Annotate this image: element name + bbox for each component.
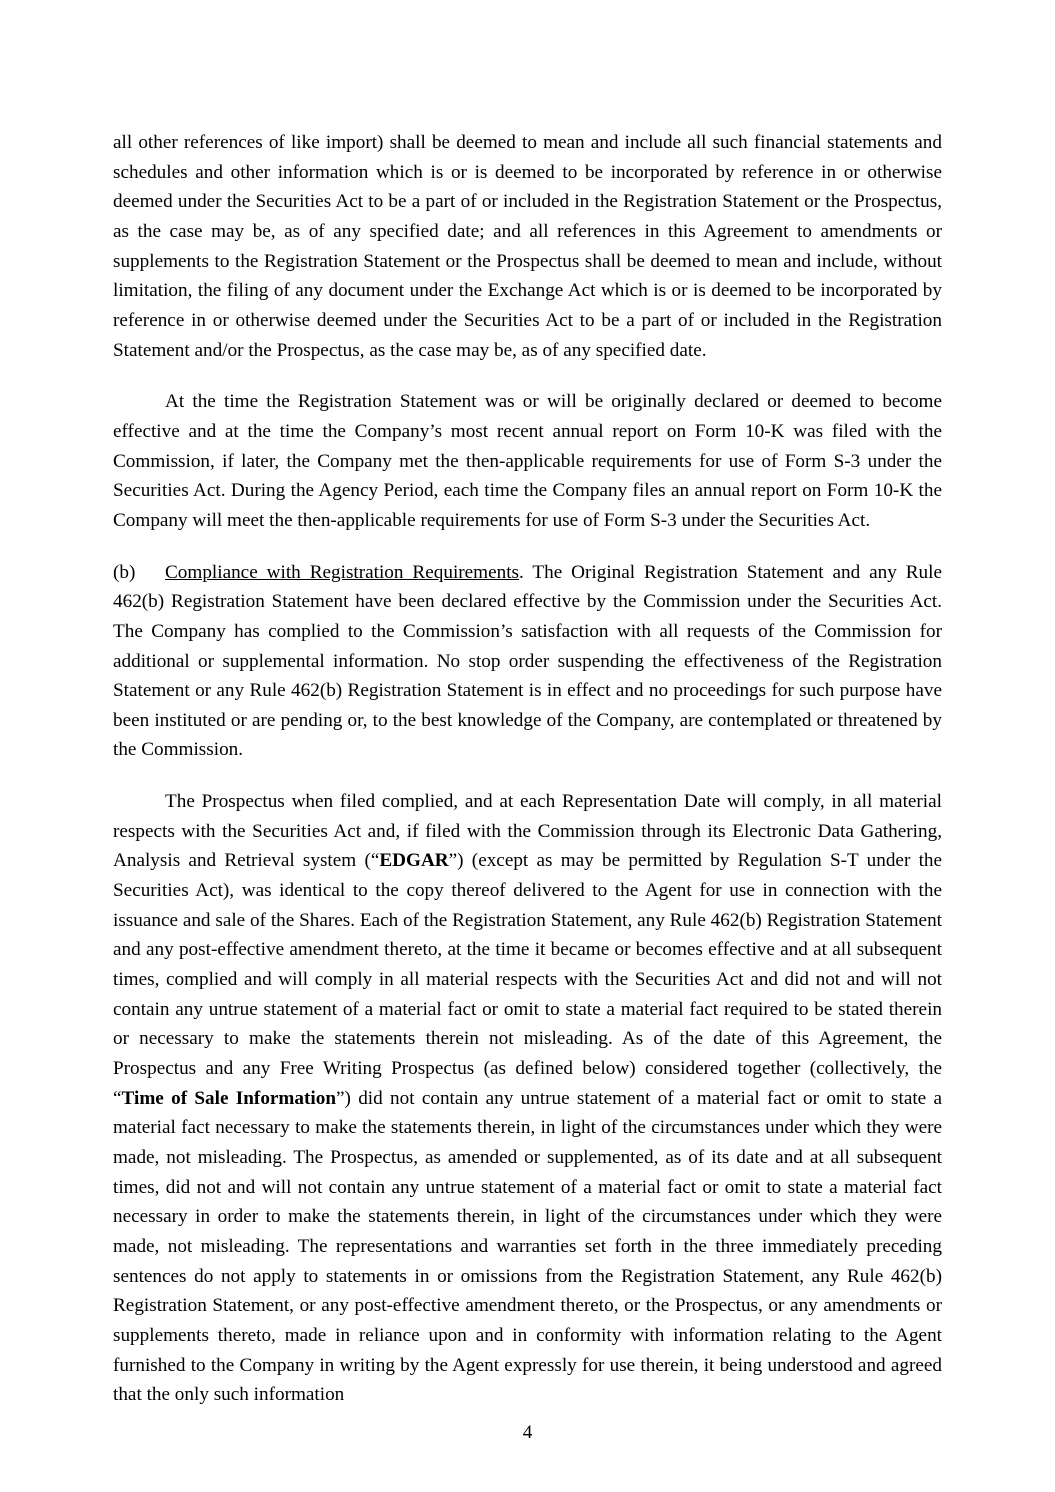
defined-term-edgar: EDGAR	[379, 850, 449, 872]
paragraph-text: At the time the Registration Statement was or will be originally declared or deemed to become effective and at the time the Company’s most recent annual report on Form 10-K was filed with the Commission, if later, the Company met the then-applicable requirements for use of Form S-3 under the Securities Act. During the Agency Period, each time the Company files an annual report on Form 10-K the Company will meet the then-applicable requirements for use of Form S-3 under the Securities Act.	[113, 391, 942, 531]
paragraph-segment-1: The Prospectus when filed complied, and at each Representation Date will comply, in all material respects with the Securities Act and, if filed with the Commission through its Electronic Data Gathering, Analysis and Retrieval system (“	[113, 791, 942, 872]
paragraph-prospectus-compliance	[113, 787, 942, 1410]
clause-letter-b: (b)	[113, 561, 136, 583]
page-number: 4	[522, 1421, 533, 1443]
paragraph-compliance-with-registration-requirements	[113, 558, 942, 766]
defined-term-time-of-sale-information: Time of Sale Information	[121, 1087, 336, 1109]
clause-heading: Compliance with Registration Requirements	[165, 561, 520, 583]
paragraph-segment-2: ”) (except as may be permitted by Regulation S-T under the Securities Act), was identical to the copy thereof delivered to the Agent for use in connection with the issuance and sale of the Shares. Each of the Registration Statement, any Rule 462(b) Registration Statement and any post-effective amendment thereto, at the time it became or becomes effective and at all subsequent times, complied and will comply in all material respects with the Securities Act and did not and will not contain any untrue statement of a material fact or omit to state a material fact required to be stated therein or necessary to make the statements therein not misleading. As of the date of this Agreement, the Prospectus and any Free Writing Prospectus (as defined below) considered together (collectively, the “	[113, 850, 943, 1109]
paragraph-text: all other references of like import) shall be deemed to mean and include all such financial statements and schedules and other information which is or is deemed to be incorporated by reference in or otherwise deemed under the Securities Act to be a part of or included in the Registration Statement or the Prospectus, as the case may be, as of any specified date; and all references in this Agreement to amendments or supplements to the Registration Statement or the Prospectus shall be deemed to mean and include, without limitation, the filing of any document under the Exchange Act which is or is deemed to be incorporated by reference in or otherwise deemed under the Securities Act to be a part of or included in the Registration Statement and/or the Prospectus, as the case may be, as of any specified date.	[113, 132, 942, 361]
document-body	[113, 128, 942, 1410]
paragraph-segment-3: ”) did not contain any untrue statement of a material fact or omit to state a material fact necessary to make the statements therein, in light of the circumstances under which they were made, not misleading. The Prospectus, as amended or supplemented, as of its date and at all subsequent times, did not and will not contain any untrue statement of a material fact or omit to state a material fact necessary in order to make the statements therein, in light of the circumstances under which they were made, not misleading. The representations and warranties set forth in the three immediately preceding sentences do not apply to statements in or omissions from the Registration Statement, any Rule 462(b) Registration Statement, or any post-effective amendment thereto, or the Prospectus, or any amendments or supplements thereto, made in reliance upon and in conformity with information relating to the Agent furnished to the Company in writing by the Agent expressly for use therein, it being understood and agreed that the only such information	[113, 1087, 942, 1406]
paragraph-text: . The Original Registration Statement and any Rule 462(b) Registration Statement have been declared effective by the Commission under the Securities Act. The Company has complied to the Commission’s satisfaction with all requests of the Commission for additional or supplemental information. No stop order suspending the effectiveness of the Registration Statement or any Rule 462(b) Registration Statement is in effect and no proceedings for such purpose have been instituted or are pending or, to the best knowledge of the Company, are contemplated or threatened by the Commission.	[113, 561, 942, 761]
paragraph-registration-effective	[113, 387, 942, 535]
paragraph-continuation	[113, 128, 942, 365]
